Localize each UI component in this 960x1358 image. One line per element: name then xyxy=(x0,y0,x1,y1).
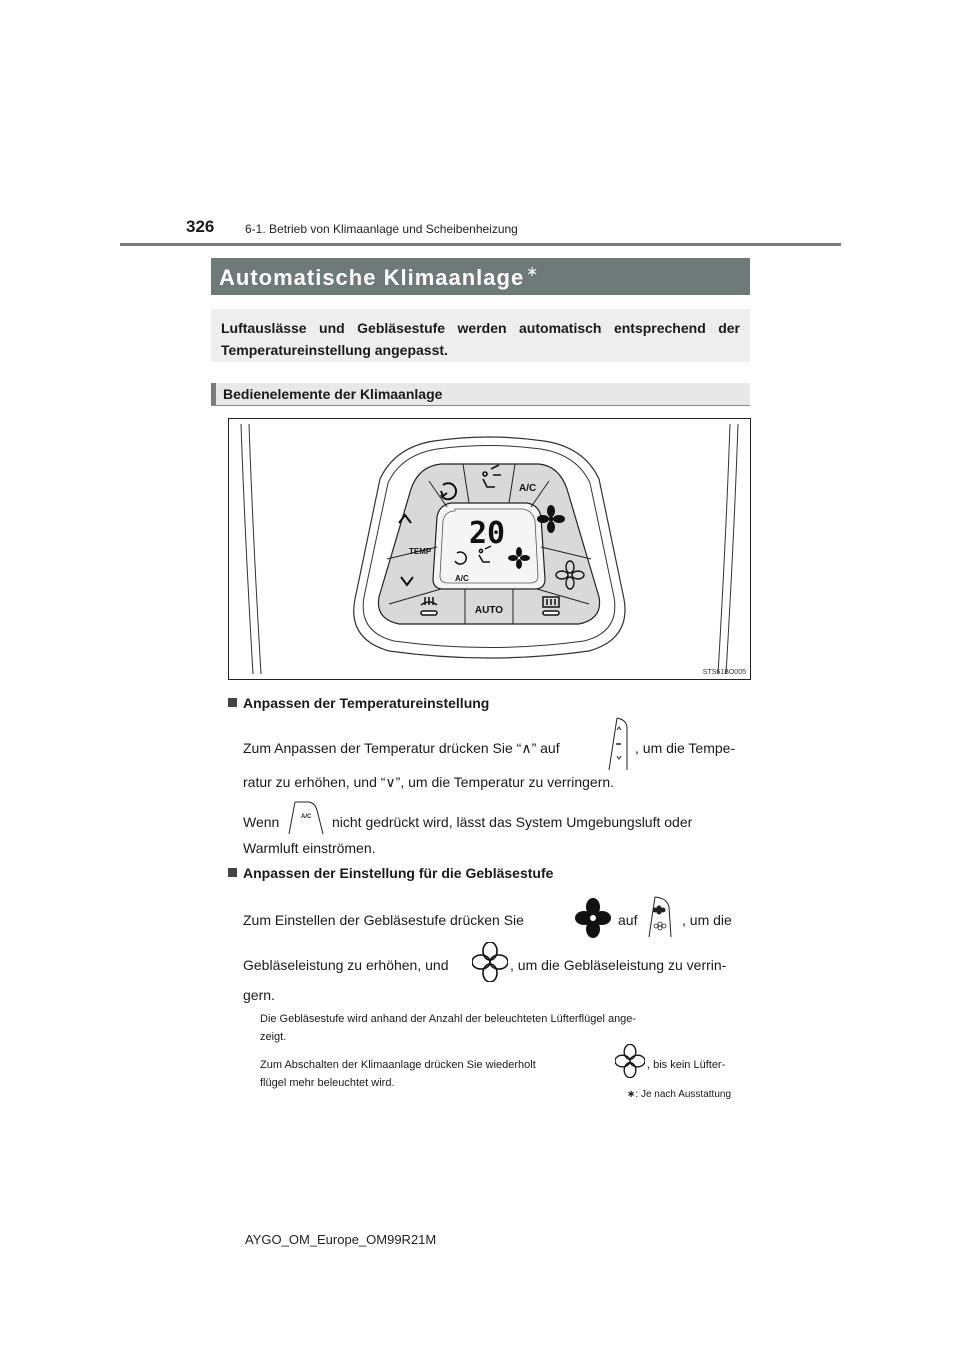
fan-line-1-start: Zum Einstellen der Gebläsestufe drücken Sie xyxy=(243,912,524,928)
footnote: ∗: Je nach Ausstattung xyxy=(627,1089,732,1100)
fan-line-1-end: , um die xyxy=(682,912,732,928)
temp-button-icon xyxy=(605,716,631,772)
fan-line-3: gern. xyxy=(243,987,275,1003)
section-title-bar xyxy=(211,258,750,295)
subsection-marker xyxy=(211,383,216,405)
temperature-line-1: Zum Anpassen der Temperatur drücken Sie “∧” auf xyxy=(243,740,560,756)
fan-heading: Anpassen der Einstellung für die Gebläsestufe xyxy=(228,865,553,881)
ac-label: A/C xyxy=(519,483,537,494)
display-temperature: 20 xyxy=(468,516,506,551)
footnote-mark: ∗ xyxy=(627,1089,636,1100)
document-id: AYGO_OM_Europe_OM99R21M xyxy=(245,1232,437,1247)
temperature-line-4: Warmluft einströmen. xyxy=(243,840,376,856)
section-title: Automatische Klimaanlage ∗ xyxy=(219,263,539,290)
svg-text:A/C: A/C xyxy=(301,814,312,820)
page-number: 326 xyxy=(186,217,215,236)
fan-line-1-mid: auf xyxy=(618,912,638,928)
subsection-header xyxy=(211,383,750,406)
fan-note-2a: Zum Abschalten der Klimaanlage drücken Sie wiederholt xyxy=(260,1059,536,1071)
fan-low-icon xyxy=(472,942,508,982)
temperature-line-3: nicht gedrückt wird, lässt das System Umgebungsluft oder xyxy=(332,814,693,830)
intro-box xyxy=(211,309,750,362)
bullet-square-icon xyxy=(228,698,237,707)
subsection-title: Bedienelemente der Klimaanlage xyxy=(223,386,443,402)
temperature-heading: Anpassen der Temperatureinstellung xyxy=(228,695,489,711)
fan-button-icon xyxy=(645,895,675,939)
temp-label: TEMP xyxy=(409,547,432,556)
fan-note-2b: , bis kein Lüfter- xyxy=(647,1059,726,1071)
temperature-line-2: ratur zu erhöhen, und “∨”, um die Temperatur zu verringern. xyxy=(243,774,615,790)
header-rule xyxy=(120,243,841,246)
temperature-line-1-end: , um die Tempe- xyxy=(635,740,736,756)
bullet-square-icon xyxy=(228,868,237,877)
intro-text: Luftauslässe und Gebläsestufe werden automatisch entsprechend der Temperatureinstellung angepasst. xyxy=(221,320,740,358)
fan-line-2: , um die Gebläseleistung zu verrin- xyxy=(510,957,727,973)
fan-note-2c: flügel mehr beleuchtet wird. xyxy=(260,1077,395,1089)
fan-high-icon xyxy=(575,898,611,938)
climate-panel-figure xyxy=(228,418,751,680)
breadcrumb: 6-1. Betrieb von Klimaanlage und Scheibenheizung xyxy=(245,222,518,236)
footnote-mark: ∗ xyxy=(526,263,539,279)
fan-low-icon xyxy=(615,1044,645,1078)
ac-button-icon xyxy=(287,800,325,836)
fan-note-1a: Die Gebläsestufe wird anhand der Anzahl der beleuchteten Lüfterflügel ange- xyxy=(260,1013,637,1025)
auto-label: AUTO xyxy=(474,605,504,616)
figure-code: STS61BO005 xyxy=(702,669,746,676)
climate-panel-illustration xyxy=(229,419,750,679)
temperature-line-3-start: Wenn xyxy=(243,814,280,830)
display-ac-label: A/C xyxy=(455,574,469,583)
fan-line-2-start: Gebläseleistung zu erhöhen, und xyxy=(243,957,449,973)
fan-note-1b: zeigt. xyxy=(260,1031,287,1043)
